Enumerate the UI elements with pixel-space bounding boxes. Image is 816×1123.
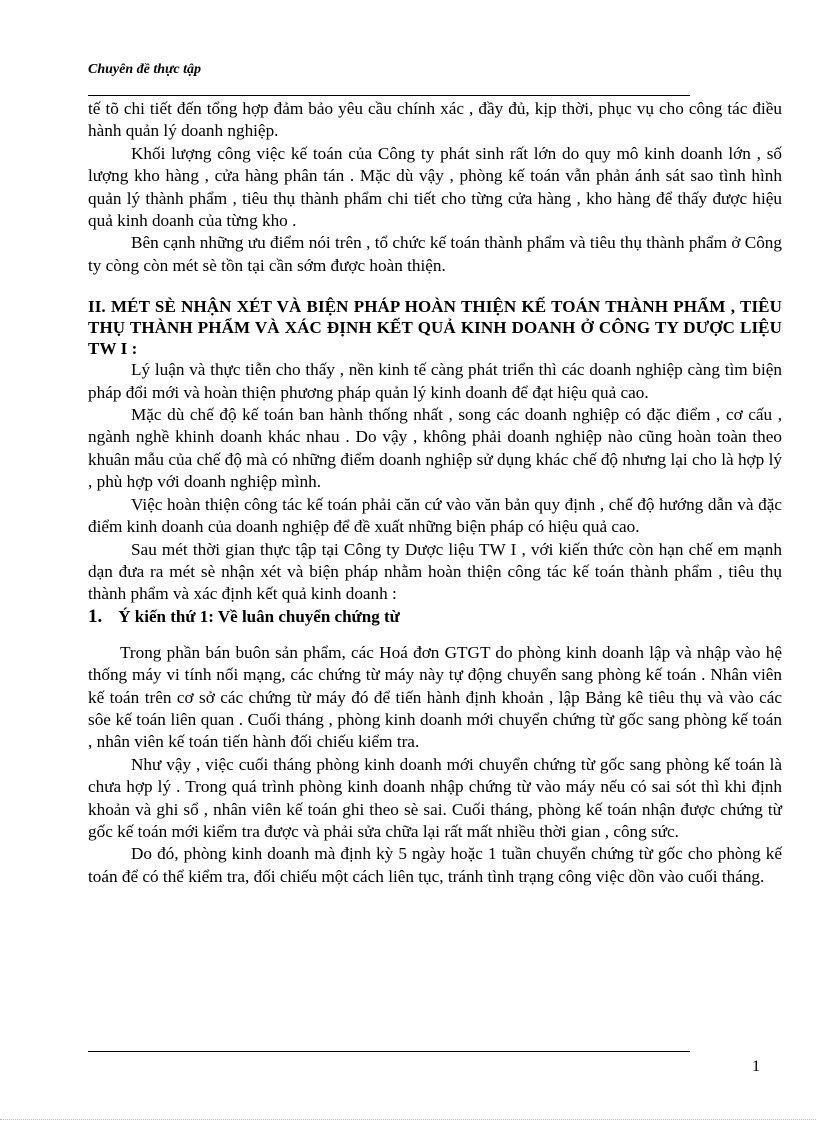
page-break-line: [0, 1119, 816, 1120]
paragraph: Mặc dù chế độ kế toán ban hành thống nhất , song các doanh nghiệp có đặc điểm , cơ cấu , ngành nghề khinh doanh khác nhau . Do vậy , không phải doanh nghiệp nào cũng hoàn toàn theo khuân mẫu của chế độ mà có những điểm doanh nghiệp sử dụng khác chế độ nhưng lại cho là hợp lý , phù hợp với doanh nghiệp mình.: [88, 405, 782, 492]
sub-heading: [88, 606, 782, 628]
footer-rule: [88, 1051, 690, 1052]
paragraph: Việc hoàn thiện công tác kế toán phải căn cứ vào văn bản quy định , chế độ hướng dẫn và đặc điểm kinh doanh của doanh nghiệp để đề xuất những biện pháp có hiệu quả cao.: [88, 494, 782, 537]
sub-heading-text: Ý kiến thứ 1: Về luân chuyển chứng từ: [118, 606, 400, 626]
page-body: [88, 98, 782, 888]
paragraph: Trong phần bán buôn sản phẩm, các Hoá đơn GTGT do phòng kinh doanh lập và nhập vào hệ thống máy vi tính nối mạng, các chứng từ máy này tự động chuyển sang phòng kế toán . Nhân viên kế toán trên cơ sở các chứng từ máy đó để tiến hành định khoản , lập Bảng kê tiêu thụ và vào các sôe kế toán liên quan . Cuối tháng , phòng kinh doanh mới chuyển chứng từ gốc sang phòng kế toán , nhân viên kế toán tiến hành đối chiếu kiểm tra.: [88, 642, 782, 752]
page-number: 1: [752, 1058, 760, 1075]
paragraph: Lý luận và thực tiễn cho thấy , nền kinh tế càng phát triển thì các doanh nghiệp càng tìm biện pháp đổi mới và hoàn thiện phương pháp quản lý kinh doanh để đạt hiệu quả cao.: [88, 360, 782, 402]
paragraph: tế tõ chi tiết đến tổng hợp đảm bảo yêu cầu chính xác , đầy đủ, kịp thời, phục vụ cho công tác điều hành quản lý doanh nghiệp.: [88, 99, 782, 141]
paragraph: Khối lượng công việc kế toán của Công ty phát sinh rất lớn do quy mô kinh doanh lớn , số lượng kho hàng , cửa hàng phân tán . Mặc dù vậy , phòng kế toán vẫn phản ánh sát sao tình hình quản lý thành phẩm , tiêu thụ thành phẩm chi tiết cho từng cửa hàng , kho hàng để thấy được hiệu quả kinh doanh của từng kho .: [88, 143, 782, 231]
paragraph: Bên cạnh những ưu điểm nói trên , tổ chức kế toán thành phẩm và tiêu thụ thành phẩm ở Công ty còng còn mét sè tồn tại cần sớm được hoàn thiện.: [88, 233, 782, 275]
sub-heading-number: 1.: [88, 605, 103, 627]
running-header: Chuyên đề thực tập: [88, 62, 202, 77]
paragraph: Do đó, phòng kinh doanh mà định kỳ 5 ngày hoặc 1 tuần chuyển chứng từ gốc cho phòng kế toán để có thể kiểm tra, đối chiếu một cách liên tục, tránh tình trạng công việc dồn vào cuối tháng.: [88, 844, 782, 886]
section-heading: II. MÉT SÈ NHẬN XÉT VÀ BIỆN PHÁP HOÀN THIỆN KẾ TOÁN THÀNH PHẨM , TIÊU THỤ THÀNH PHẨM VÀ XÁC ĐỊNH KẾT QUẢ KINH DOANH Ở CÔNG TY DƯỢC LIỆU TW I :: [88, 297, 782, 359]
paragraph: Như vậy , việc cuối tháng phòng kinh doanh mới chuyển chứng từ gốc sang phòng kế toán là chưa hợp lý . Trong quá trình phòng kinh doanh nhập chứng từ vào máy nếu có sai sót thì khi định khoản và ghi sổ , nhân viên kế toán ghi theo sè sai. Cuối tháng, phòng kế toán nhận được chứng từ gốc kế toán mới kiểm tra được và phải sửa chữa lại rất mất nhiều thời gian , công sức.: [88, 754, 782, 841]
header-rule: [88, 95, 690, 96]
paragraph: Sau mét thời gian thực tập tại Công ty Dược liệu TW I , với kiến thức còn hạn chế em mạnh dạn đưa ra mét sè nhận xét và biện pháp nhằm hoàn thiện công tác kế toán thành phẩm , tiêu thụ thành phẩm và xác định kết quả kinh doanh :: [88, 539, 782, 604]
